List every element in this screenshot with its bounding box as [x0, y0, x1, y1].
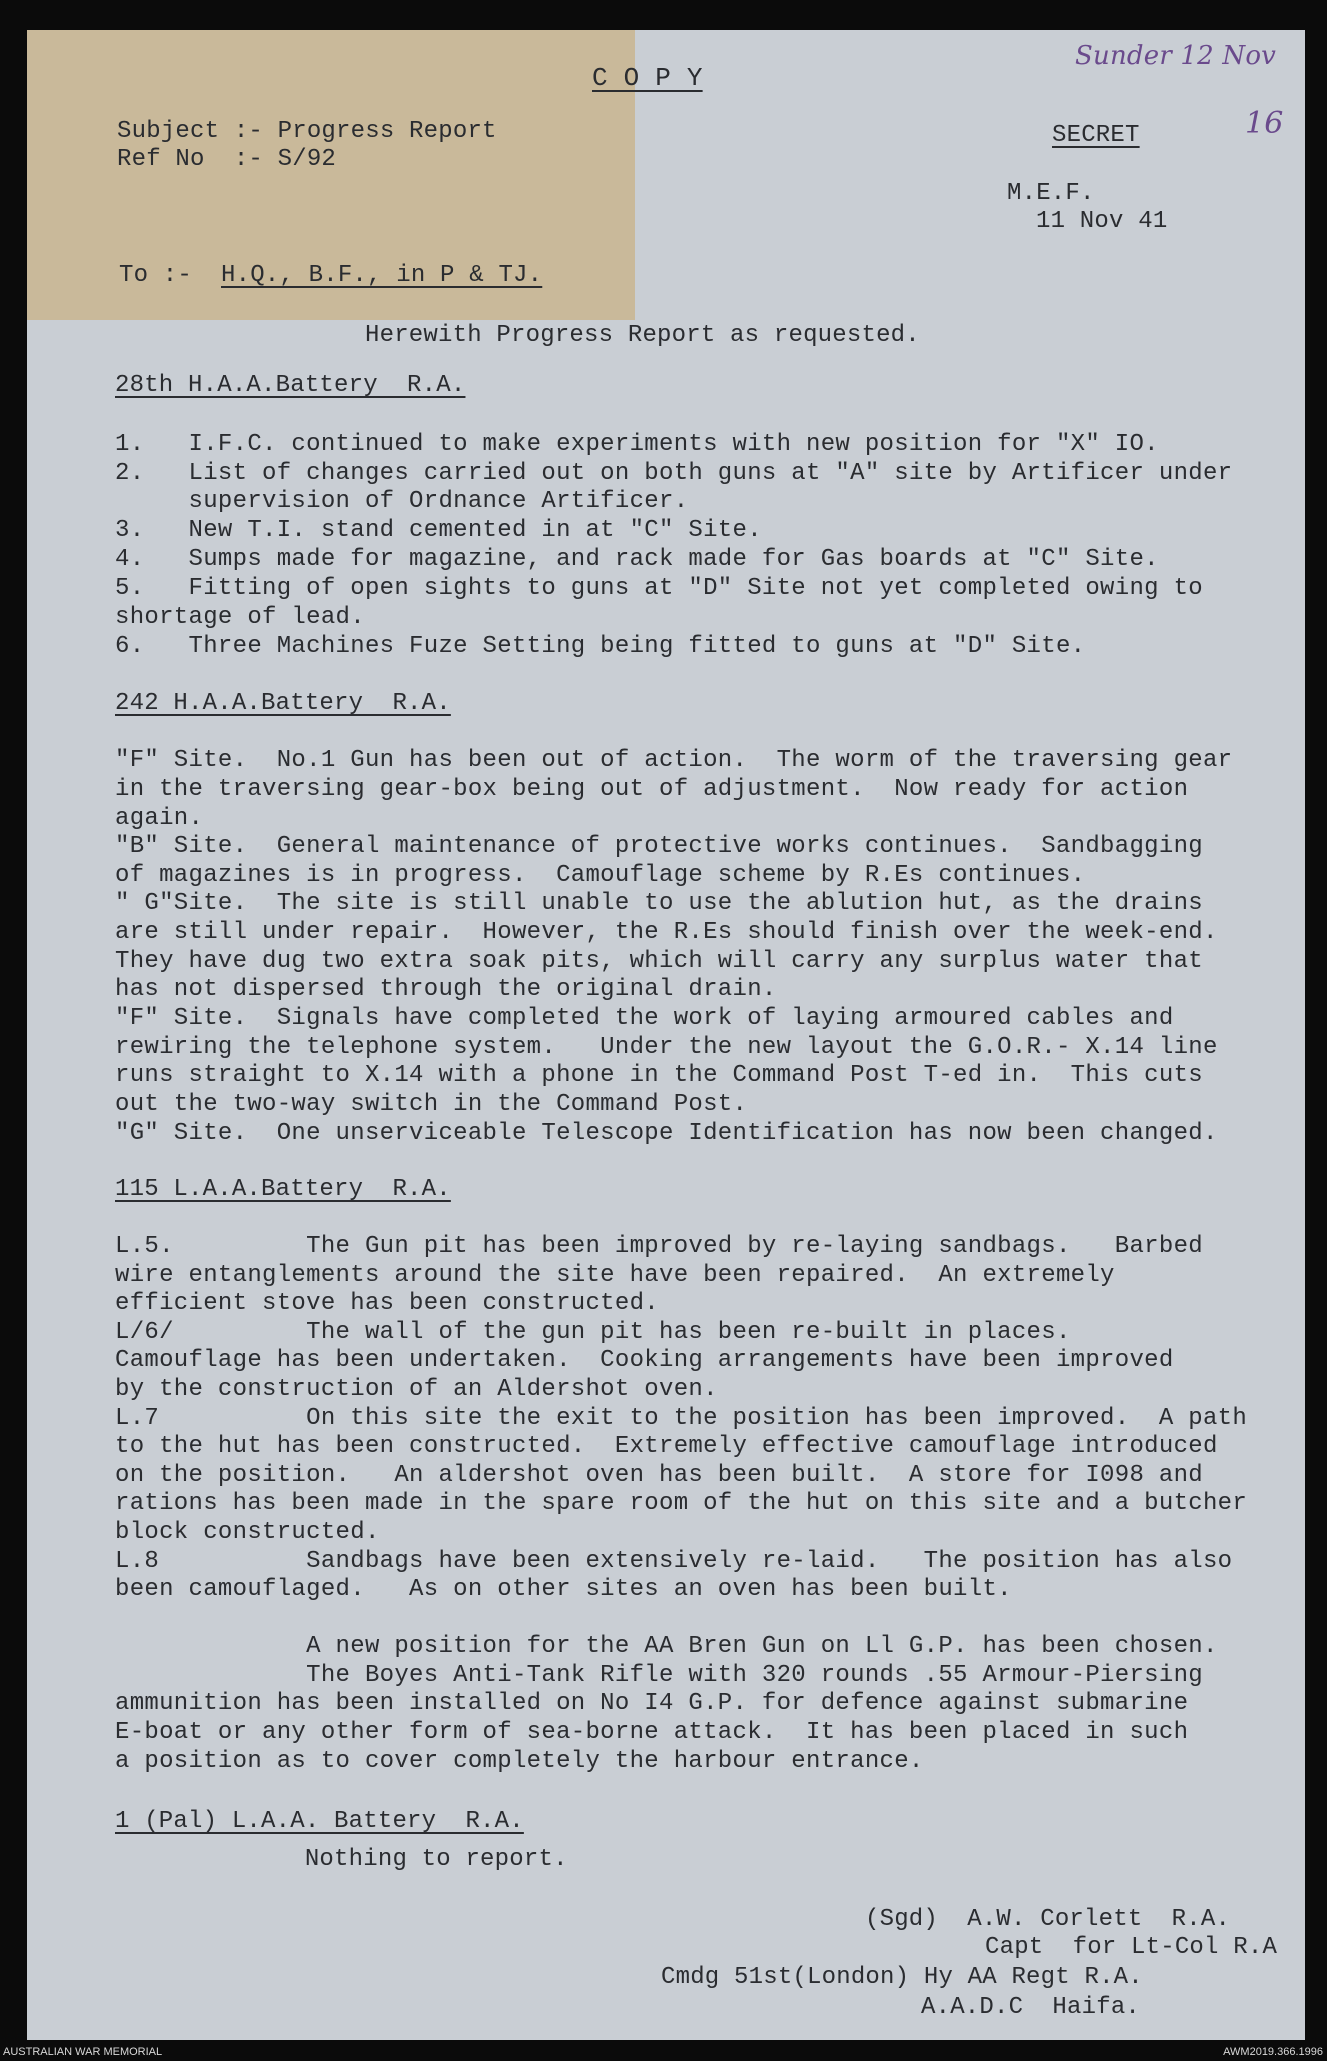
- body-line: been camouflaged. As on other sites an oven has been built.: [115, 1576, 1012, 1603]
- date: 11 Nov 41: [1036, 208, 1168, 235]
- to-prefix: To :-: [119, 262, 193, 289]
- handwritten-note: Sunder 12 Nov: [1075, 41, 1277, 71]
- classification: SECRET: [1052, 122, 1140, 149]
- body-line: The Boyes Anti-Tank Rifle with 320 rounds .55 Armour-Piersing: [115, 1662, 1203, 1689]
- body-line: "B" Site. General maintenance of protective works continues. Sandbagging: [115, 833, 1203, 860]
- origin: M.E.F.: [1007, 180, 1095, 207]
- body-line: a position as to cover completely the harbour entrance.: [115, 1748, 924, 1775]
- archive-footer-left: AUSTRALIAN WAR MEMORIAL: [3, 2046, 163, 2058]
- body-line: They have dug two extra soak pits, which will carry any surplus water that: [115, 948, 1203, 975]
- body-line: 2. List of changes carried out on both guns at "A" site by Artificer under: [115, 460, 1233, 487]
- ref-line: Ref No :- S/92: [117, 146, 337, 173]
- section-title: 242 H.A.A.Battery R.A.: [115, 690, 451, 717]
- body-line: A new position for the AA Bren Gun on Ll G.P. has been chosen.: [115, 1633, 1218, 1660]
- document-page: [27, 30, 1305, 2040]
- body-line: rations has been made in the spare room of the hut on this site and a butcher: [115, 1490, 1248, 1517]
- body-line: again.: [115, 805, 204, 832]
- section-title: 28th H.A.A.Battery R.A.: [115, 372, 466, 399]
- body-line: supervision of Ordnance Artificer.: [115, 488, 689, 515]
- body-line: L.7 On this site the exit to the position has been improved. A path: [115, 1405, 1248, 1432]
- body-line: of magazines is in progress. Camouflage scheme by R.Es continues.: [115, 862, 1086, 889]
- intro-text: Herewith Progress Report as requested.: [365, 322, 920, 349]
- body-line: Camouflage has been undertaken. Cooking arrangements have been improved: [115, 1347, 1174, 1374]
- signature-line: Capt for Lt-Col R.A: [985, 1934, 1278, 1961]
- body-line: wire entanglements around the site have been repaired. An extremely: [115, 1262, 1115, 1289]
- body-line: L.5. The Gun pit has been improved by re-laying sandbags. Barbed: [115, 1233, 1203, 1260]
- body-line: "F" Site. Signals have completed the work of laying armoured cables and: [115, 1005, 1174, 1032]
- copy-label: C O P Y: [592, 63, 703, 93]
- body-line: "F" Site. No.1 Gun has been out of action. The worm of the traversing gear: [115, 747, 1233, 774]
- body-line: rewiring the telephone system. Under the new layout the G.O.R.- X.14 line: [115, 1034, 1218, 1061]
- body-line: out the two-way switch in the Command Post.: [115, 1091, 748, 1118]
- body-line: 6. Three Machines Fuze Setting being fitted to guns at "D" Site.: [115, 633, 1086, 660]
- body-line: efficient stove has been constructed.: [115, 1290, 659, 1317]
- to-recipient: H.Q., B.F., in P & TJ.: [221, 262, 543, 289]
- subject-line: Subject :- Progress Report: [117, 118, 497, 145]
- body-line: L/6/ The wall of the gun pit has been re-built in places.: [115, 1319, 1071, 1346]
- body-line: on the position. An aldershot oven has been built. A store for I098 and: [115, 1462, 1203, 1489]
- signature-line: Cmdg 51st(London) Hy AA Regt R.A.: [661, 1964, 1143, 1991]
- page-number: 16: [1245, 106, 1284, 141]
- signature-line: (Sgd) A.W. Corlett R.A.: [865, 1906, 1231, 1933]
- body-line: Nothing to report.: [115, 1846, 568, 1873]
- body-line: ammunition has been installed on No I4 G.P. for defence against submarine: [115, 1690, 1189, 1717]
- section-title: 1 (Pal) L.A.A. Battery R.A.: [115, 1808, 524, 1835]
- body-line: by the construction of an Aldershot oven.: [115, 1376, 718, 1403]
- body-line: has not dispersed through the original drain.: [115, 976, 777, 1003]
- body-line: " G"Site. The site is still unable to use the ablution hut, as the drains: [115, 890, 1203, 917]
- body-line: shortage of lead.: [115, 604, 365, 631]
- body-line: 4. Sumps made for magazine, and rack made for Gas boards at "C" Site.: [115, 546, 1159, 573]
- body-line: L.8 Sandbags have been extensively re-laid. The position has also: [115, 1548, 1233, 1575]
- body-line: 5. Fitting of open sights to guns at "D" Site not yet completed owing to: [115, 575, 1203, 602]
- body-line: 3. New T.I. stand cemented in at "C" Site.: [115, 517, 762, 544]
- body-line: to the hut has been constructed. Extremely effective camouflage introduced: [115, 1433, 1218, 1460]
- body-line: E-boat or any other form of sea-borne attack. It has been placed in such: [115, 1719, 1189, 1746]
- body-line: block constructed.: [115, 1519, 380, 1546]
- body-line: 1. I.F.C. continued to make experiments with new position for "X" IO.: [115, 431, 1159, 458]
- body-line: in the traversing gear-box being out of adjustment. Now ready for action: [115, 776, 1189, 803]
- signature-line: A.A.D.C Haifa.: [921, 1994, 1141, 2021]
- archive-footer-right: AWM2019.366.1996: [1223, 2046, 1323, 2058]
- section-title: 115 L.A.A.Battery R.A.: [115, 1176, 451, 1203]
- body-line: "G" Site. One unserviceable Telescope Identification has now been changed.: [115, 1120, 1218, 1147]
- body-line: runs straight to X.14 with a phone in the Command Post T-ed in. This cuts: [115, 1062, 1203, 1089]
- body-line: are still under repair. However, the R.Es should finish over the week-end.: [115, 919, 1218, 946]
